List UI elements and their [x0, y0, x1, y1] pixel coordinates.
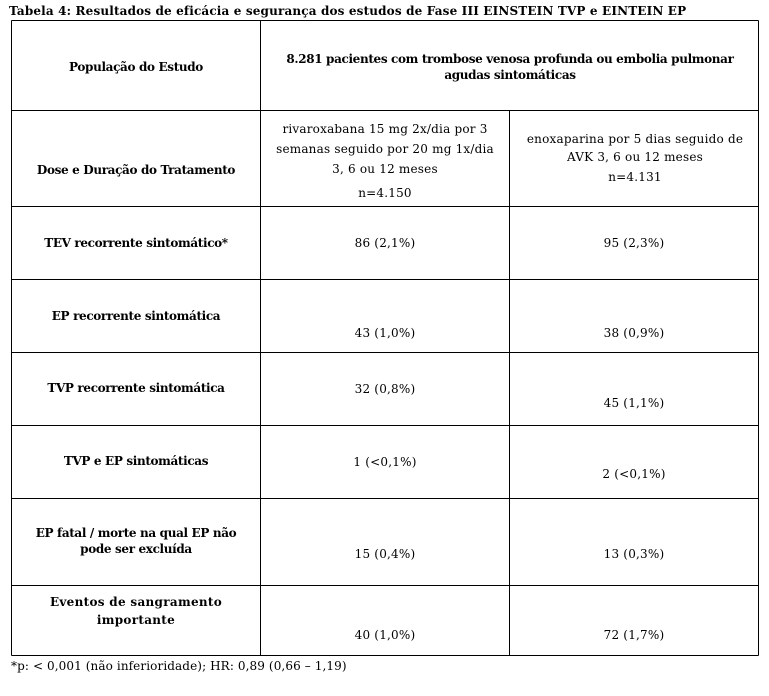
footnote: *p: < 0,001 (não inferioridade); HR: 0,89 (0,66 – 1,19): [11, 659, 347, 673]
row-label: TEV recorrente sintomático*: [44, 236, 228, 250]
rivaroxaban-dose: [272, 119, 498, 203]
enoxaparin-value: 45 (1,1%): [603, 396, 665, 410]
rivaroxaban-value: 40 (1,0%): [354, 628, 416, 642]
rivaroxaban-value: 86 (2,1%): [354, 236, 416, 250]
enoxaparin-value: 13 (0,3%): [603, 547, 665, 561]
rivaroxaban-value: 15 (0,4%): [354, 547, 416, 561]
enoxaparin-dose-text: enoxaparina por 5 dias seguido de AVK 3, 6 ou 12 meses: [526, 132, 744, 164]
enoxaparin-n: n=4.131: [608, 170, 662, 184]
rivaroxaban-n: n=4.150: [358, 186, 412, 200]
row-label: TVP e EP sintomáticas: [63, 454, 209, 468]
enoxaparin-value: 2 (<0,1%): [602, 467, 666, 481]
enoxaparin-value: 95 (2,3%): [603, 236, 665, 250]
enoxaparin-value: 38 (0,9%): [603, 326, 665, 340]
rivaroxaban-value: 1 (<0,1%): [353, 455, 417, 469]
enoxaparin-value: 72 (1,7%): [603, 628, 665, 642]
row-label: Eventos de sangramento importante: [49, 595, 223, 627]
rivaroxaban-dose-text: rivaroxabana 15 mg 2x/dia por 3 semanas seguido por 20 mg 1x/dia 3, 6 ou 12 meses: [276, 122, 494, 176]
rivaroxaban-value: 32 (0,8%): [354, 382, 416, 396]
population-label: População do Estudo: [69, 60, 203, 74]
dose-label: Dose e Duração do Tratamento: [36, 163, 236, 177]
enoxaparin-dose: [522, 130, 748, 186]
table-title: Tabela 4: Resultados de eficácia e segurança dos estudos de Fase III EINSTEIN TVP e EINTEIN EP: [9, 4, 687, 18]
row-label: TVP recorrente sintomática: [47, 381, 225, 395]
population-value: 8.281 pacientes com trombose venosa profunda ou embolia pulmonar agudas sintomáticas: [286, 52, 734, 82]
row-label: EP fatal / morte na qual EP não pode ser excluída: [35, 526, 237, 556]
row-label: EP recorrente sintomática: [51, 309, 221, 323]
rivaroxaban-value: 43 (1,0%): [354, 326, 416, 340]
